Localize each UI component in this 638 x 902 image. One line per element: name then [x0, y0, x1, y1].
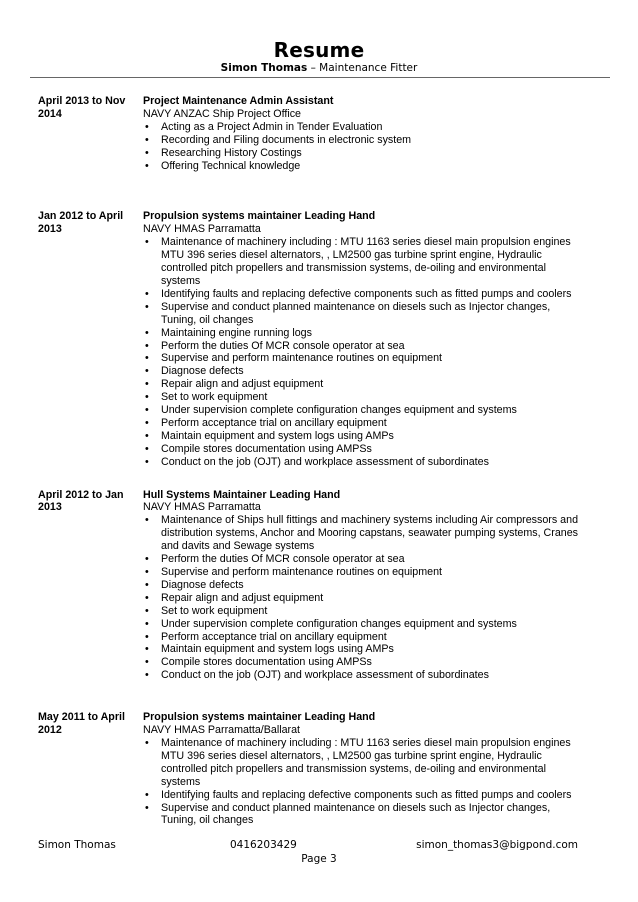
duty-item: • Diagnose defects: [143, 365, 583, 378]
duty-item: • Compile stores documentation using AMPSs: [143, 656, 583, 669]
duty-item: • Repair align and adjust equipment: [143, 592, 583, 605]
entry-duties: [143, 514, 583, 682]
duty-item: • Identifying faults and replacing defective components such as fitted pumps and coolers: [143, 789, 583, 802]
entry-body: [143, 711, 583, 827]
duty-item: • Set to work equipment: [143, 605, 583, 618]
entry-organization: NAVY HMAS Parramatta: [143, 501, 261, 514]
duty-item: • Researching History Costings: [143, 147, 583, 160]
page-subtitle: [0, 62, 638, 74]
experience-entry: [38, 95, 583, 172]
duty-item: • Supervise and conduct planned maintenance on diesels such as Injector changes, Tuning, oil changes: [143, 802, 583, 828]
entry-title: Hull Systems Maintainer Leading Hand: [143, 488, 341, 501]
experience-entry: [38, 711, 583, 827]
duty-item: • Under supervision complete configuration changes equipment and systems: [143, 404, 583, 417]
entry-body: [143, 210, 583, 468]
experience-entry: [38, 489, 583, 683]
experience-entry: [38, 210, 583, 468]
duty-item: • Repair align and adjust equipment: [143, 378, 583, 391]
entry-duties: [143, 121, 583, 173]
duty-item: • Acting as a Project Admin in Tender Evaluation: [143, 121, 583, 134]
entry-title: Propulsion systems maintainer Leading Hand: [143, 210, 376, 223]
duty-item: • Maintenance of machinery including : MTU 1163 series diesel main propulsion engines MTU 396 series diesel alternators, , LM2500 gas turbine sprint engine, Hydraulic controlled pitch propellers and transmission systems, de-oiling and environmental systems: [143, 236, 583, 288]
page-title: Resume: [273, 38, 365, 62]
duty-item: • Maintain equipment and system logs using AMPs: [143, 643, 583, 656]
entry-title: Project Maintenance Admin Assistant: [143, 95, 334, 107]
duty-item: • Supervise and perform maintenance routines on equipment: [143, 352, 583, 365]
experience-list: [38, 95, 583, 827]
duty-item: • Perform the duties Of MCR console operator at sea: [143, 553, 583, 566]
duty-item: • Maintaining engine running logs: [143, 327, 583, 340]
entry-organization: NAVY ANZAC Ship Project Office: [143, 107, 301, 120]
duty-item: • Identifying faults and replacing defective components such as fitted pumps and coolers: [143, 288, 583, 301]
duty-item: • Diagnose defects: [143, 579, 583, 592]
duty-item: • Supervise and conduct planned maintenance on diesels such as Injector changes, Tuning, oil changes: [143, 301, 583, 327]
duty-item: • Maintenance of machinery including : MTU 1163 series diesel main propulsion engines MTU 396 series diesel alternators, , LM2500 gas turbine sprint engine, Hydraulic controlled pitch propellers and transmission systems, de-oiling and environmental systems: [143, 737, 583, 789]
duty-item: • Maintain equipment and system logs using AMPs: [143, 430, 583, 443]
entry-title: Propulsion systems maintainer Leading Hand: [143, 711, 376, 724]
subtitle-separator: –: [310, 62, 316, 74]
footer-email[interactable]: simon_thomas3@bigpond.com: [416, 839, 578, 851]
entry-duties: [143, 737, 583, 827]
duty-item: • Maintenance of Ships hull fittings and machinery systems including Air compressors and distribution systems, Anchor and Mooring capstans, seawater pumping systems, Cranes and davits and Sewage systems: [143, 514, 583, 553]
page-footer: [38, 839, 578, 853]
duty-item: • Under supervision complete configuration changes equipment and systems: [143, 618, 583, 631]
page-number: Page 3: [301, 853, 337, 865]
candidate-name: Simon Thomas: [220, 62, 308, 74]
duty-item: • Perform acceptance trial on ancillary equipment: [143, 631, 583, 644]
entry-organization: NAVY HMAS Parramatta: [143, 223, 261, 236]
duty-item: • Conduct on the job (OJT) and workplace assessment of subordinates: [143, 669, 583, 682]
entry-organization: NAVY HMAS Parramatta/Ballarat: [143, 724, 301, 737]
footer-phone: 0416203429: [230, 839, 297, 851]
duty-item: • Set to work equipment: [143, 391, 583, 404]
duty-item: • Conduct on the job (OJT) and workplace assessment of subordinates: [143, 456, 583, 469]
duty-item: • Perform acceptance trial on ancillary equipment: [143, 417, 583, 430]
entry-duties: [143, 236, 583, 468]
entry-date: May 2011 to April 2012: [38, 711, 125, 737]
duty-item: • Compile stores documentation using AMPSs: [143, 443, 583, 456]
entry-body: [143, 95, 583, 172]
duty-item: • Supervise and perform maintenance routines on equipment: [143, 566, 583, 579]
entry-date: April 2013 to Nov 2014: [38, 95, 126, 120]
duty-item: • Recording and Filing documents in electronic system: [143, 134, 583, 147]
duty-item: • Offering Technical knowledge: [143, 160, 583, 173]
duty-item: • Perform the duties Of MCR console operator at sea: [143, 340, 583, 353]
entry-date: April 2012 to Jan 2013: [38, 488, 124, 514]
footer-name: Simon Thomas: [38, 839, 116, 851]
entry-date: Jan 2012 to April 2013: [38, 210, 124, 236]
candidate-role: Maintenance Fitter: [319, 62, 418, 74]
entry-body: [143, 489, 583, 683]
header-divider: [30, 77, 610, 78]
